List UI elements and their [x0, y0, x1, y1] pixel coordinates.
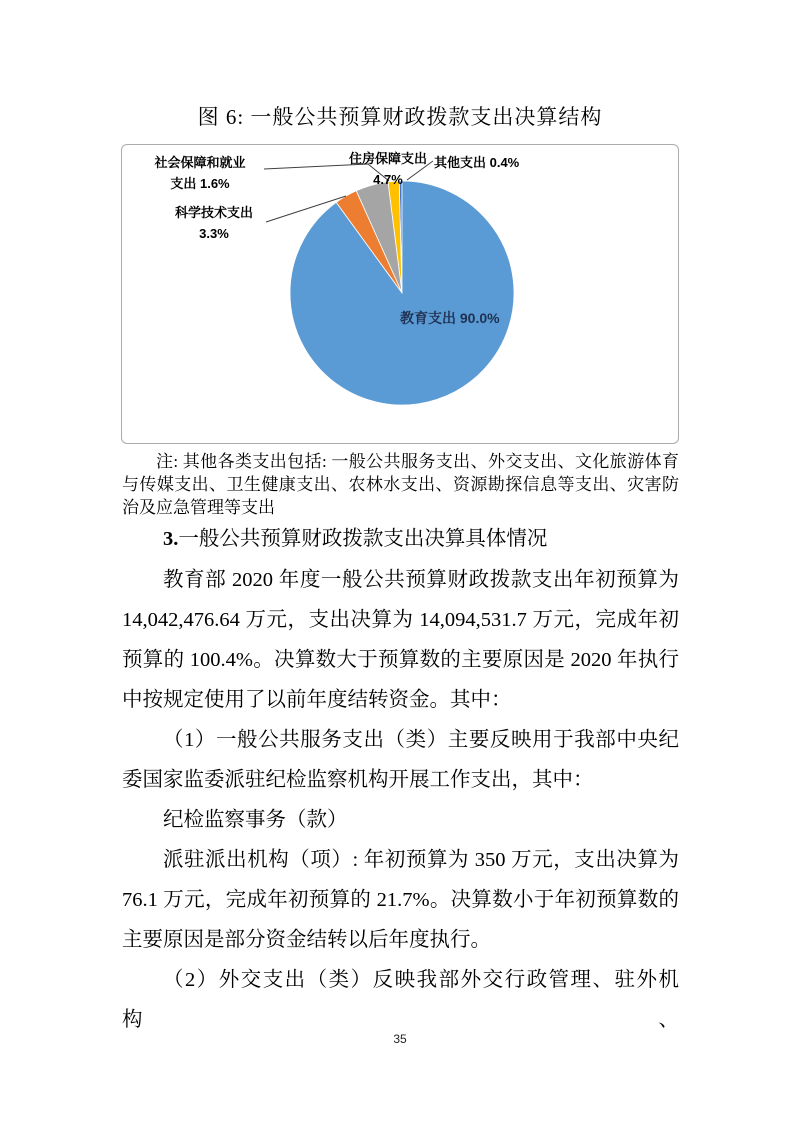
pie-label-science-tech: 科学技术支出 3.3% [174, 205, 253, 241]
paragraph-general-public-service: （1）一般公共服务支出（类）主要反映用于我部中央纪委国家监委派驻纪检监察机构开展工作支出，其中： [122, 729, 679, 791]
body-text [122, 560, 679, 1040]
pie-chart-figure [121, 144, 679, 444]
pie-label-social-security: 社会保障和就业 支出 1.6% [154, 155, 246, 191]
paragraph-budget-summary: 教育部 2020 年度一般公共预算财政拨款支出年初预算为 14,042,476.64 万元，支出决算为 14,094,531.7 万元，完成年初预算的 100.4%。决算数大于预算数的主要原因是 2020 年执行中按规定使用了以前年度结转资金。其中： [122, 569, 679, 711]
pie-label-housing: 住房保障支出 4.7% [348, 151, 427, 187]
pie-label-education: 教育支出 90.0% [400, 310, 500, 326]
paragraph-diplomacy: （2）外交支出（类）反映我部外交行政管理、驻外机构、 [122, 969, 679, 1031]
figure-title: 图 6: 一般公共预算财政拨款支出决算结构 [197, 105, 603, 129]
section-heading-number: 3. [163, 528, 179, 550]
paragraph-discipline-inspection: 纪检监察事务（款） [163, 809, 348, 831]
figure-note: 注: 其他各类支出包括: 一般公共服务支出、外交支出、文化旅游体育与传媒支出、卫生健康支出、农林水支出、资源勘探信息等支出、灾害防治及应急管理等支出 [122, 452, 679, 517]
section-heading [122, 520, 679, 558]
page-number: 35 [393, 1032, 407, 1046]
pie-slice-0 [290, 181, 514, 405]
section-heading-text: 一般公共预算财政拨款支出决算具体情况 [178, 528, 548, 550]
pie-label-other: 其他支出 0.4% [434, 155, 520, 170]
paragraph-dispatched-agencies: 派驻派出机构（项）: 年初预算为 350 万元，支出决算为 76.1 万元，完成年初预算的 21.7%。决算数小于年初预算数的主要原因是部分资金结转以后年度执行。 [122, 849, 679, 951]
